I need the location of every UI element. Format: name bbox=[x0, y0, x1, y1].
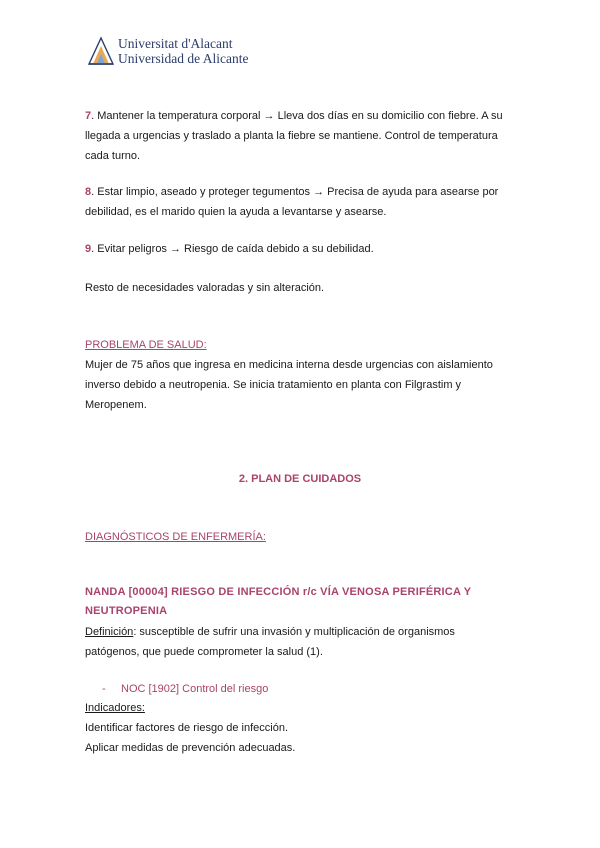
health-problem-heading: PROBLEMA DE SALUD: bbox=[85, 339, 207, 351]
nanda-diagnosis bbox=[85, 583, 515, 621]
need-text: cada turno. bbox=[85, 150, 141, 162]
need-number: 9 bbox=[85, 243, 92, 255]
need-9 bbox=[85, 239, 515, 259]
indicator-item: Identificar factores de riesgo de infección. bbox=[85, 722, 289, 734]
definition-text: patógenos, que puede comprometer la salud (1). bbox=[85, 646, 323, 658]
need-number: 8 bbox=[85, 186, 92, 198]
university-logo bbox=[87, 36, 257, 70]
health-problem bbox=[85, 335, 515, 415]
university-emblem-icon bbox=[87, 36, 115, 66]
need-text: debilidad, es el marido quien la ayuda a levantarse y asearse. bbox=[85, 206, 387, 218]
rest-needs-text: Resto de necesidades valoradas y sin alteración. bbox=[85, 282, 325, 294]
definition-label: Definición bbox=[85, 626, 134, 638]
need-text: . Estar limpio, aseado y proteger tegumentos → Precisa de ayuda para asearse por bbox=[91, 186, 499, 198]
logo-line-spanish: Universidad de Alicante bbox=[118, 50, 249, 66]
need-text: . Evitar peligros → Riesgo de caída debido a su debilidad. bbox=[91, 243, 374, 255]
indicators-heading: Indicadores: bbox=[85, 702, 145, 714]
need-number: 7 bbox=[85, 110, 92, 122]
nanda-title: NANDA [00004] RIESGO DE INFECCIÓN r/c VÍA VENOSA PERIFÉRICA Y bbox=[85, 586, 472, 598]
logo-text bbox=[118, 37, 248, 66]
noc-item bbox=[102, 679, 268, 699]
need-8 bbox=[85, 182, 515, 222]
nanda-definition bbox=[85, 622, 515, 662]
definition-text: : susceptible de sufrir una invasión y multiplicación de organismos bbox=[133, 626, 455, 638]
list-dash: - bbox=[102, 683, 106, 695]
health-problem-text: Meropenem. bbox=[85, 399, 147, 411]
noc-label: NOC [1902] Control del riesgo bbox=[121, 683, 269, 695]
indicators bbox=[85, 698, 515, 758]
indicator-item: Aplicar medidas de prevención adecuadas. bbox=[85, 742, 296, 754]
diagnoses-heading: DIAGNÓSTICOS DE ENFERMERÍA: bbox=[85, 531, 266, 543]
health-problem-text: Mujer de 75 años que ingresa en medicina interna desde urgencias con aislamiento bbox=[85, 359, 493, 371]
section-title: 2. PLAN DE CUIDADOS bbox=[238, 473, 362, 485]
need-text: llegada a urgencias y traslado a planta la fiebre se mantiene. Control de temperatura bbox=[85, 130, 498, 142]
need-7 bbox=[85, 106, 515, 166]
logo-line-valencian: Universitat d'Alacant bbox=[118, 36, 233, 51]
need-text: . Mantener la temperatura corporal → Lleva dos días en su domicilio con fiebre. A su bbox=[91, 110, 503, 122]
nanda-title: NEUTROPENIA bbox=[85, 605, 168, 617]
health-problem-text: inverso debido a neutropenia. Se inicia tratamiento en planta con Filgrastim y bbox=[85, 379, 462, 391]
